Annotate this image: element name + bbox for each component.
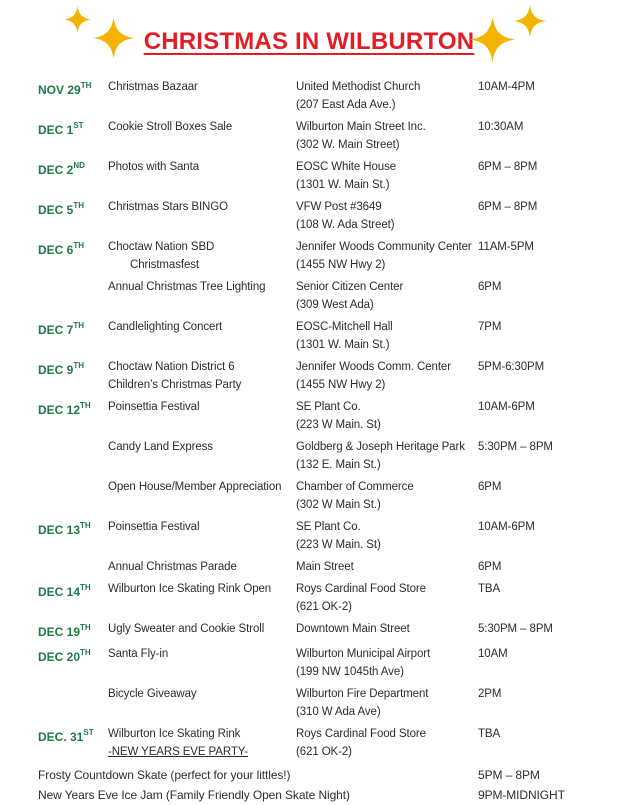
event-row	[38, 438, 604, 474]
text-line: Senior Citizen Center	[296, 281, 404, 293]
text-line: (1301 W. Main St.)	[296, 339, 390, 351]
event-row	[38, 358, 604, 394]
event-date	[38, 198, 108, 234]
text-line: -NEW YEARS EVE PARTY-	[108, 746, 248, 758]
event-location	[296, 238, 478, 274]
event-time: 10AM	[478, 648, 508, 660]
event-time: 6PM	[478, 561, 502, 573]
date-ordinal: TH	[80, 401, 91, 410]
flyer-header	[0, 0, 618, 78]
text-line: Choctaw Nation District 6	[108, 361, 235, 373]
text-line: (132 E. Main St.)	[296, 459, 381, 471]
event-time: 5PM-6:30PM	[478, 361, 545, 373]
text-line: Roys Cardinal Food Store	[296, 728, 426, 740]
text-line: Photos with Santa	[108, 161, 199, 173]
date-text: DEC 1	[38, 123, 74, 137]
event-date	[38, 278, 108, 314]
event-row	[38, 118, 604, 154]
text-line: Cookie Stroll Boxes Sale	[108, 121, 233, 133]
event-name	[108, 478, 296, 514]
event-date	[38, 518, 108, 554]
sparkle-star-icon	[513, 5, 547, 37]
text-line: Open House/Member Appreciation	[108, 481, 282, 493]
date-text: DEC 12	[38, 403, 81, 417]
text-line: Wilburton Main Street Inc.	[296, 121, 426, 133]
text-line: Wilburton Fire Department	[296, 688, 429, 700]
event-date	[38, 620, 108, 641]
sparkle-star-icon	[470, 11, 515, 68]
event-date	[38, 358, 108, 394]
event-time: TBA	[478, 583, 501, 595]
text-line: SE Plant Co.	[296, 521, 361, 533]
date-text: DEC 20	[38, 650, 81, 664]
text-line: Ugly Sweater and Cookie Stroll	[108, 623, 265, 635]
text-line: Poinsettia Festival	[108, 521, 200, 533]
text-line: (621 OK-2)	[296, 601, 352, 613]
event-date	[38, 438, 108, 474]
footer-event-row	[38, 785, 604, 805]
text-line: Christmasfest	[130, 259, 199, 271]
event-location	[296, 118, 478, 154]
event-location	[296, 580, 478, 616]
event-row	[38, 620, 604, 641]
event-name	[108, 518, 296, 554]
event-name	[108, 278, 296, 314]
text-line: Children’s Christmas Party	[108, 379, 242, 391]
event-time: 2PM	[478, 688, 502, 700]
text-line: Goldberg & Joseph Heritage Park	[296, 441, 465, 453]
text-line: (223 W Main. St)	[296, 539, 381, 551]
text-line: Wilburton Ice Skating Rink Open	[108, 583, 272, 595]
event-time: 10:30AM	[478, 121, 524, 133]
event-date	[38, 725, 108, 761]
event-location	[296, 438, 478, 474]
text-line: United Methodist Church	[296, 81, 421, 93]
event-location	[296, 620, 478, 641]
date-text: DEC 13	[38, 523, 81, 537]
text-line: (302 W Main St.)	[296, 499, 381, 511]
text-line: Christmas Bazaar	[108, 81, 198, 93]
event-name	[108, 620, 296, 641]
date-text: DEC 5	[38, 203, 74, 217]
event-name	[108, 198, 296, 234]
text-line: Choctaw Nation SBD	[108, 241, 215, 253]
date-ordinal: TH	[73, 201, 85, 210]
event-name	[108, 645, 296, 681]
event-location	[296, 558, 478, 576]
event-row	[38, 238, 604, 274]
text-line: Bicycle Giveaway	[108, 688, 197, 700]
event-location	[296, 518, 478, 554]
event-date	[38, 685, 108, 721]
text-line: Poinsettia Festival	[108, 401, 200, 413]
text-line: (223 W Main. St)	[296, 419, 381, 431]
event-row	[38, 278, 604, 314]
footer-event-time: 5PM – 8PM	[478, 768, 540, 782]
footer-event-row	[38, 765, 604, 785]
text-line: Roys Cardinal Food Store	[296, 583, 426, 595]
date-ordinal: TH	[80, 521, 91, 530]
event-time: 7PM	[478, 321, 502, 333]
event-time: 6PM	[478, 481, 502, 493]
text-line: Annual Christmas Parade	[108, 561, 237, 573]
date-ordinal: ST	[73, 121, 84, 130]
date-text: NOV 29	[38, 83, 81, 97]
event-row	[38, 158, 604, 194]
text-line: (1301 W. Main St.)	[296, 179, 390, 191]
event-row	[38, 198, 604, 234]
event-row	[38, 685, 604, 721]
date-ordinal: TH	[73, 361, 85, 370]
text-line: Main Street	[296, 561, 354, 573]
text-line: (199 NW 1045th Ave)	[296, 666, 404, 678]
event-time: 11AM-5PM	[478, 241, 534, 253]
date-ordinal: TH	[80, 648, 91, 657]
page-title: CHRISTMAS IN WILBURTON	[143, 28, 475, 55]
event-row	[38, 318, 604, 354]
event-row	[38, 645, 604, 681]
event-time: 6PM	[478, 281, 502, 293]
text-line: Jennifer Woods Comm. Center	[296, 361, 451, 373]
date-ordinal: TH	[80, 81, 92, 90]
text-line: (207 East Ada Ave.)	[296, 99, 396, 111]
date-ordinal: ND	[73, 161, 85, 170]
event-location	[296, 685, 478, 721]
footer-event-text: Frosty Countdown Skate (perfect for your littles!)	[38, 768, 291, 782]
event-name	[108, 438, 296, 474]
event-time: 10AM-6PM	[478, 401, 535, 413]
footer-events	[0, 765, 618, 805]
event-date	[38, 238, 108, 274]
text-line: Christmas Stars BINGO	[108, 201, 228, 213]
event-row	[38, 78, 604, 114]
text-line: Santa Fly-in	[108, 648, 169, 660]
text-line: Candlelighting Concert	[108, 321, 223, 333]
event-row	[38, 398, 604, 434]
event-name	[108, 78, 296, 114]
event-time: 10AM-6PM	[478, 521, 535, 533]
event-name	[108, 725, 296, 761]
event-time: 6PM – 8PM	[478, 201, 538, 213]
date-text: DEC 9	[38, 363, 74, 377]
date-text: DEC 19	[38, 625, 81, 639]
event-location	[296, 198, 478, 234]
event-location	[296, 78, 478, 114]
event-name	[108, 398, 296, 434]
event-time: 5:30PM – 8PM	[478, 441, 553, 453]
event-name	[108, 685, 296, 721]
event-name	[108, 158, 296, 194]
text-line: VFW Post #3649	[296, 201, 382, 213]
text-line: Jennifer Woods Community Center	[296, 241, 472, 253]
event-location	[296, 158, 478, 194]
text-line: (302 W. Main Street)	[296, 139, 400, 151]
event-location	[296, 645, 478, 681]
date-text: DEC 6	[38, 243, 74, 257]
date-ordinal: TH	[80, 623, 91, 632]
date-text: DEC. 31	[38, 730, 84, 744]
event-row	[38, 518, 604, 554]
text-line: Wilburton Ice Skating Rink	[108, 728, 241, 740]
event-date	[38, 645, 108, 681]
text-line: Annual Christmas Tree Lighting	[108, 281, 266, 293]
event-time: 6PM – 8PM	[478, 161, 538, 173]
event-name	[108, 238, 296, 274]
date-text: DEC 7	[38, 323, 74, 337]
event-row	[38, 558, 604, 576]
text-line: (108 W. Ada Street)	[296, 219, 395, 231]
event-location	[296, 398, 478, 434]
event-date	[38, 558, 108, 576]
text-line: Chamber of Commerce	[296, 481, 414, 493]
event-name	[108, 580, 296, 616]
event-date	[38, 398, 108, 434]
footer-event-text: New Years Eve Ice Jam (Family Friendly Open Skate Night)	[38, 788, 350, 802]
date-text: DEC 14	[38, 585, 81, 599]
text-line: (1455 NW Hwy 2)	[296, 379, 386, 391]
text-line: (309 West Ada)	[296, 299, 374, 311]
event-date	[38, 158, 108, 194]
date-ordinal: ST	[83, 728, 94, 737]
text-line: (621 OK-2)	[296, 746, 352, 758]
event-location	[296, 478, 478, 514]
date-ordinal: TH	[73, 321, 85, 330]
event-date	[38, 318, 108, 354]
event-name	[108, 358, 296, 394]
date-ordinal: TH	[80, 583, 91, 592]
footer-event-time: 9PM-MIDNIGHT	[478, 788, 565, 802]
text-line: EOSC-Mitchell Hall	[296, 321, 393, 333]
event-row	[38, 580, 604, 616]
text-line: Downtown Main Street	[296, 623, 410, 635]
event-location	[296, 318, 478, 354]
text-line: Wilburton Municipal Airport	[296, 648, 431, 660]
event-name	[108, 558, 296, 576]
event-time: 5:30PM – 8PM	[478, 623, 553, 635]
event-date	[38, 78, 108, 114]
event-location	[296, 358, 478, 394]
event-date	[38, 580, 108, 616]
event-name	[108, 318, 296, 354]
event-row	[38, 725, 604, 761]
event-name	[108, 118, 296, 154]
event-row	[38, 478, 604, 514]
event-location	[296, 278, 478, 314]
text-line: (310 W Ada Ave)	[296, 706, 381, 718]
text-line: EOSC White House	[296, 161, 397, 173]
text-line: (1455 NW Hwy 2)	[296, 259, 386, 271]
text-line: SE Plant Co.	[296, 401, 361, 413]
event-time: 10AM-4PM	[478, 81, 535, 93]
date-text: DEC 2	[38, 163, 74, 177]
date-ordinal: TH	[73, 241, 85, 250]
event-time: TBA	[478, 728, 501, 740]
events-table	[0, 78, 618, 761]
event-date	[38, 118, 108, 154]
text-line: Candy Land Express	[108, 441, 213, 453]
event-location	[296, 725, 478, 761]
event-date	[38, 478, 108, 514]
